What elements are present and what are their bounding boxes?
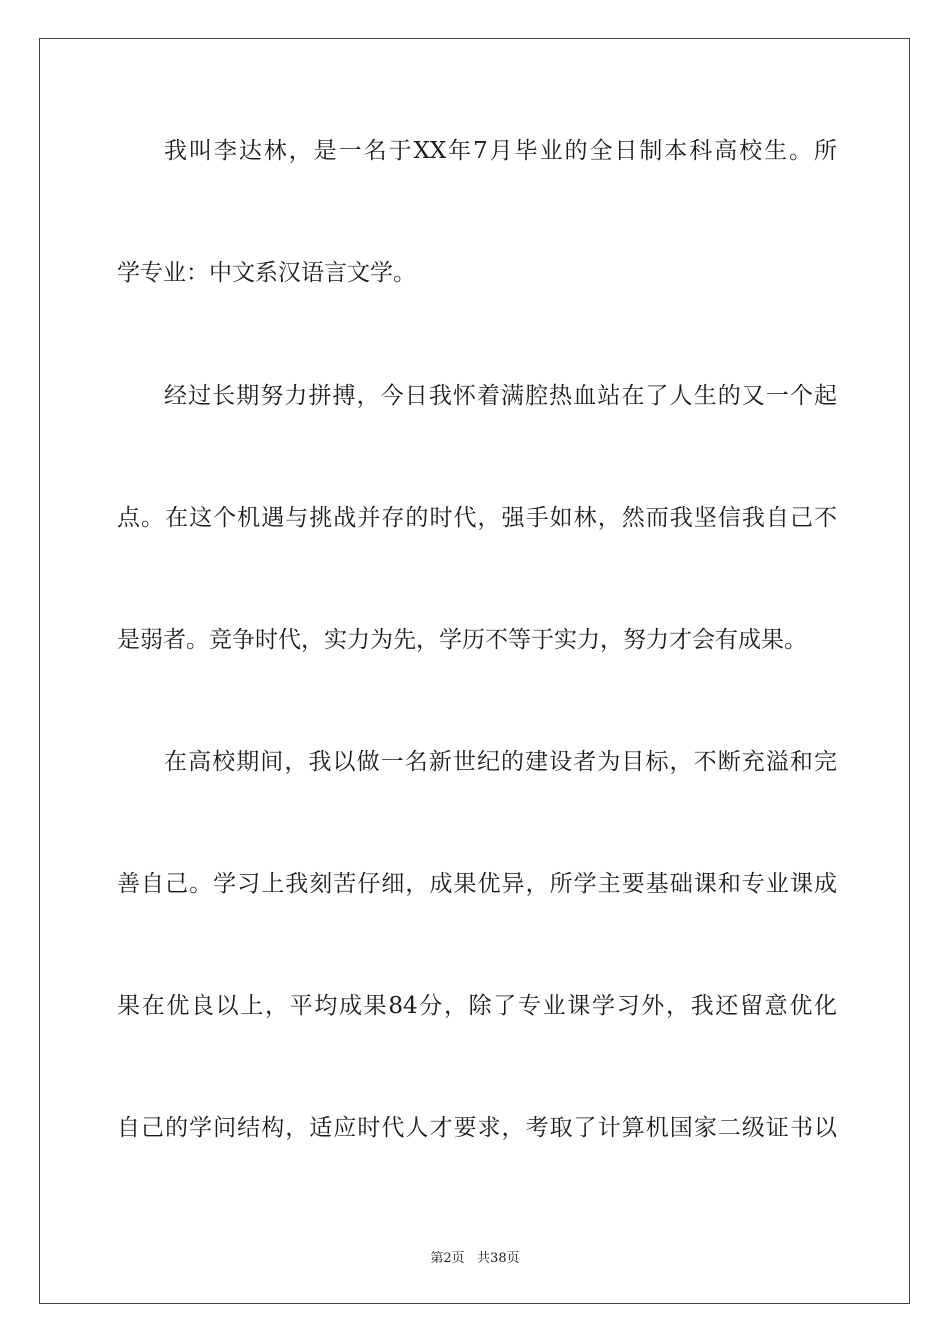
paragraph-line: 学专业：中文系汉语言文学。	[117, 260, 416, 286]
page-number: 第2页 共38页	[430, 1251, 520, 1266]
paragraph-line: 在高校期间，我以做一名新世纪的建设者为目标，不断充溢和完	[164, 749, 837, 775]
paragraph-line: 果在优良以上，平均成果84分，除了专业课学习外，我还留意优化	[117, 993, 837, 1019]
paragraph-line: 经过长期努力拼搏，今日我怀着满腔热血站在了人生的又一个起	[164, 383, 837, 409]
paragraph-line: 自己的学问结构，适应时代人才要求，考取了计算机国家二级证书以	[117, 1115, 837, 1141]
paragraph-line: 是弱者。竞争时代，实力为先，学历不等于实力，努力才会有成果。	[117, 627, 807, 653]
paragraph-line: 善自己。学习上我刻苦仔细，成果优异，所学主要基础课和专业课成	[117, 871, 837, 897]
paragraph-line: 我叫李达林，是一名于XX年7月毕业的全日制本科高校生。所	[164, 138, 837, 164]
paragraph-line: 点。在这个机遇与挑战并存的时代，强手如林，然而我坚信我自己不	[117, 505, 837, 531]
